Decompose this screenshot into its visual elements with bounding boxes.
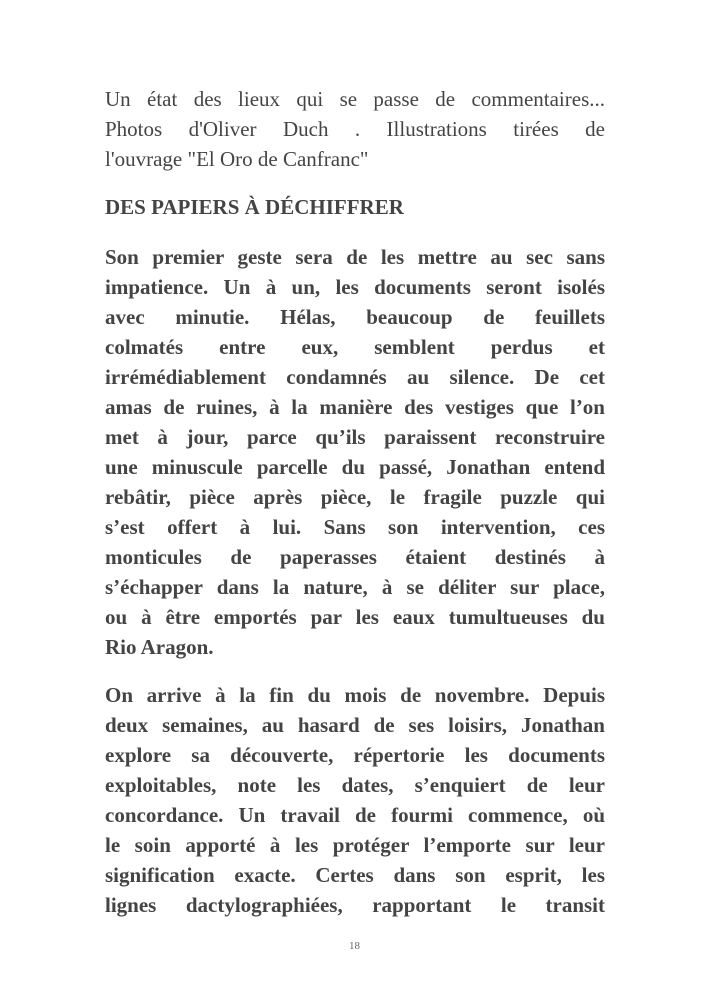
paragraph-line: une minuscule parcelle du passé, Jonathan entend [105,455,605,479]
paragraph-line: met à jour, parce qu’ils paraissent reconstruire [105,425,605,449]
caption-line: l'ouvrage "El Oro de Canfranc" [105,147,369,171]
paragraph-line: monticules de paperasses étaient destinés à [105,545,605,569]
paragraph-line: ou à être emportés par les eaux tumultueuses du [105,605,605,629]
paragraph-2 [105,680,605,920]
paragraph-line: Son premier geste sera de les mettre au sec sans [105,245,605,269]
section-heading: DES PAPIERS À DÉCHIFFRER [105,195,404,219]
paragraph-line: s’est offert à lui. Sans son intervention, ces [105,515,605,539]
paragraph-line: lignes dactylographiées, rapportant le transit [105,893,605,917]
paragraph-line: irrémédiablement condamnés au silence. De cet [105,365,605,389]
photo-caption [105,84,605,174]
paragraph-line: colmatés entre eux, semblent perdus et [105,335,605,359]
paragraph-line: le soin apporté à les protéger l’emporte sur leur [105,833,605,857]
caption-line: Un état des lieux qui se passe de commentaires... [105,87,605,111]
paragraph-line: deux semaines, au hasard de ses loisirs, Jonathan [105,713,605,737]
page-number: 18 [349,940,360,952]
paragraph-line: rebâtir, pièce après pièce, le fragile puzzle qui [105,485,605,509]
paragraph-line: Rio Aragon. [105,635,214,659]
paragraph-line: concordance. Un travail de fourmi commence, où [105,803,605,827]
paragraph-line: exploitables, note les dates, s’enquiert de leur [105,773,605,797]
paragraph-line: s’échapper dans la nature, à se déliter sur place, [105,575,605,599]
paragraph-line: amas de ruines, à la manière des vestiges que l’on [105,395,605,419]
caption-line: Photos d'Oliver Duch . Illustrations tirées de [105,117,605,141]
paragraph-line: explore sa découverte, répertorie les documents [105,743,605,767]
paragraph-line: avec minutie. Hélas, beaucoup de feuillets [105,305,605,329]
paragraph-line: On arrive à la fin du mois de novembre. Depuis [105,683,605,707]
paragraph-line: impatience. Un à un, les documents seront isolés [105,275,605,299]
page-body [105,84,605,920]
paragraph-1 [105,242,605,662]
paragraph-line: signification exacte. Certes dans son esprit, les [105,863,605,887]
